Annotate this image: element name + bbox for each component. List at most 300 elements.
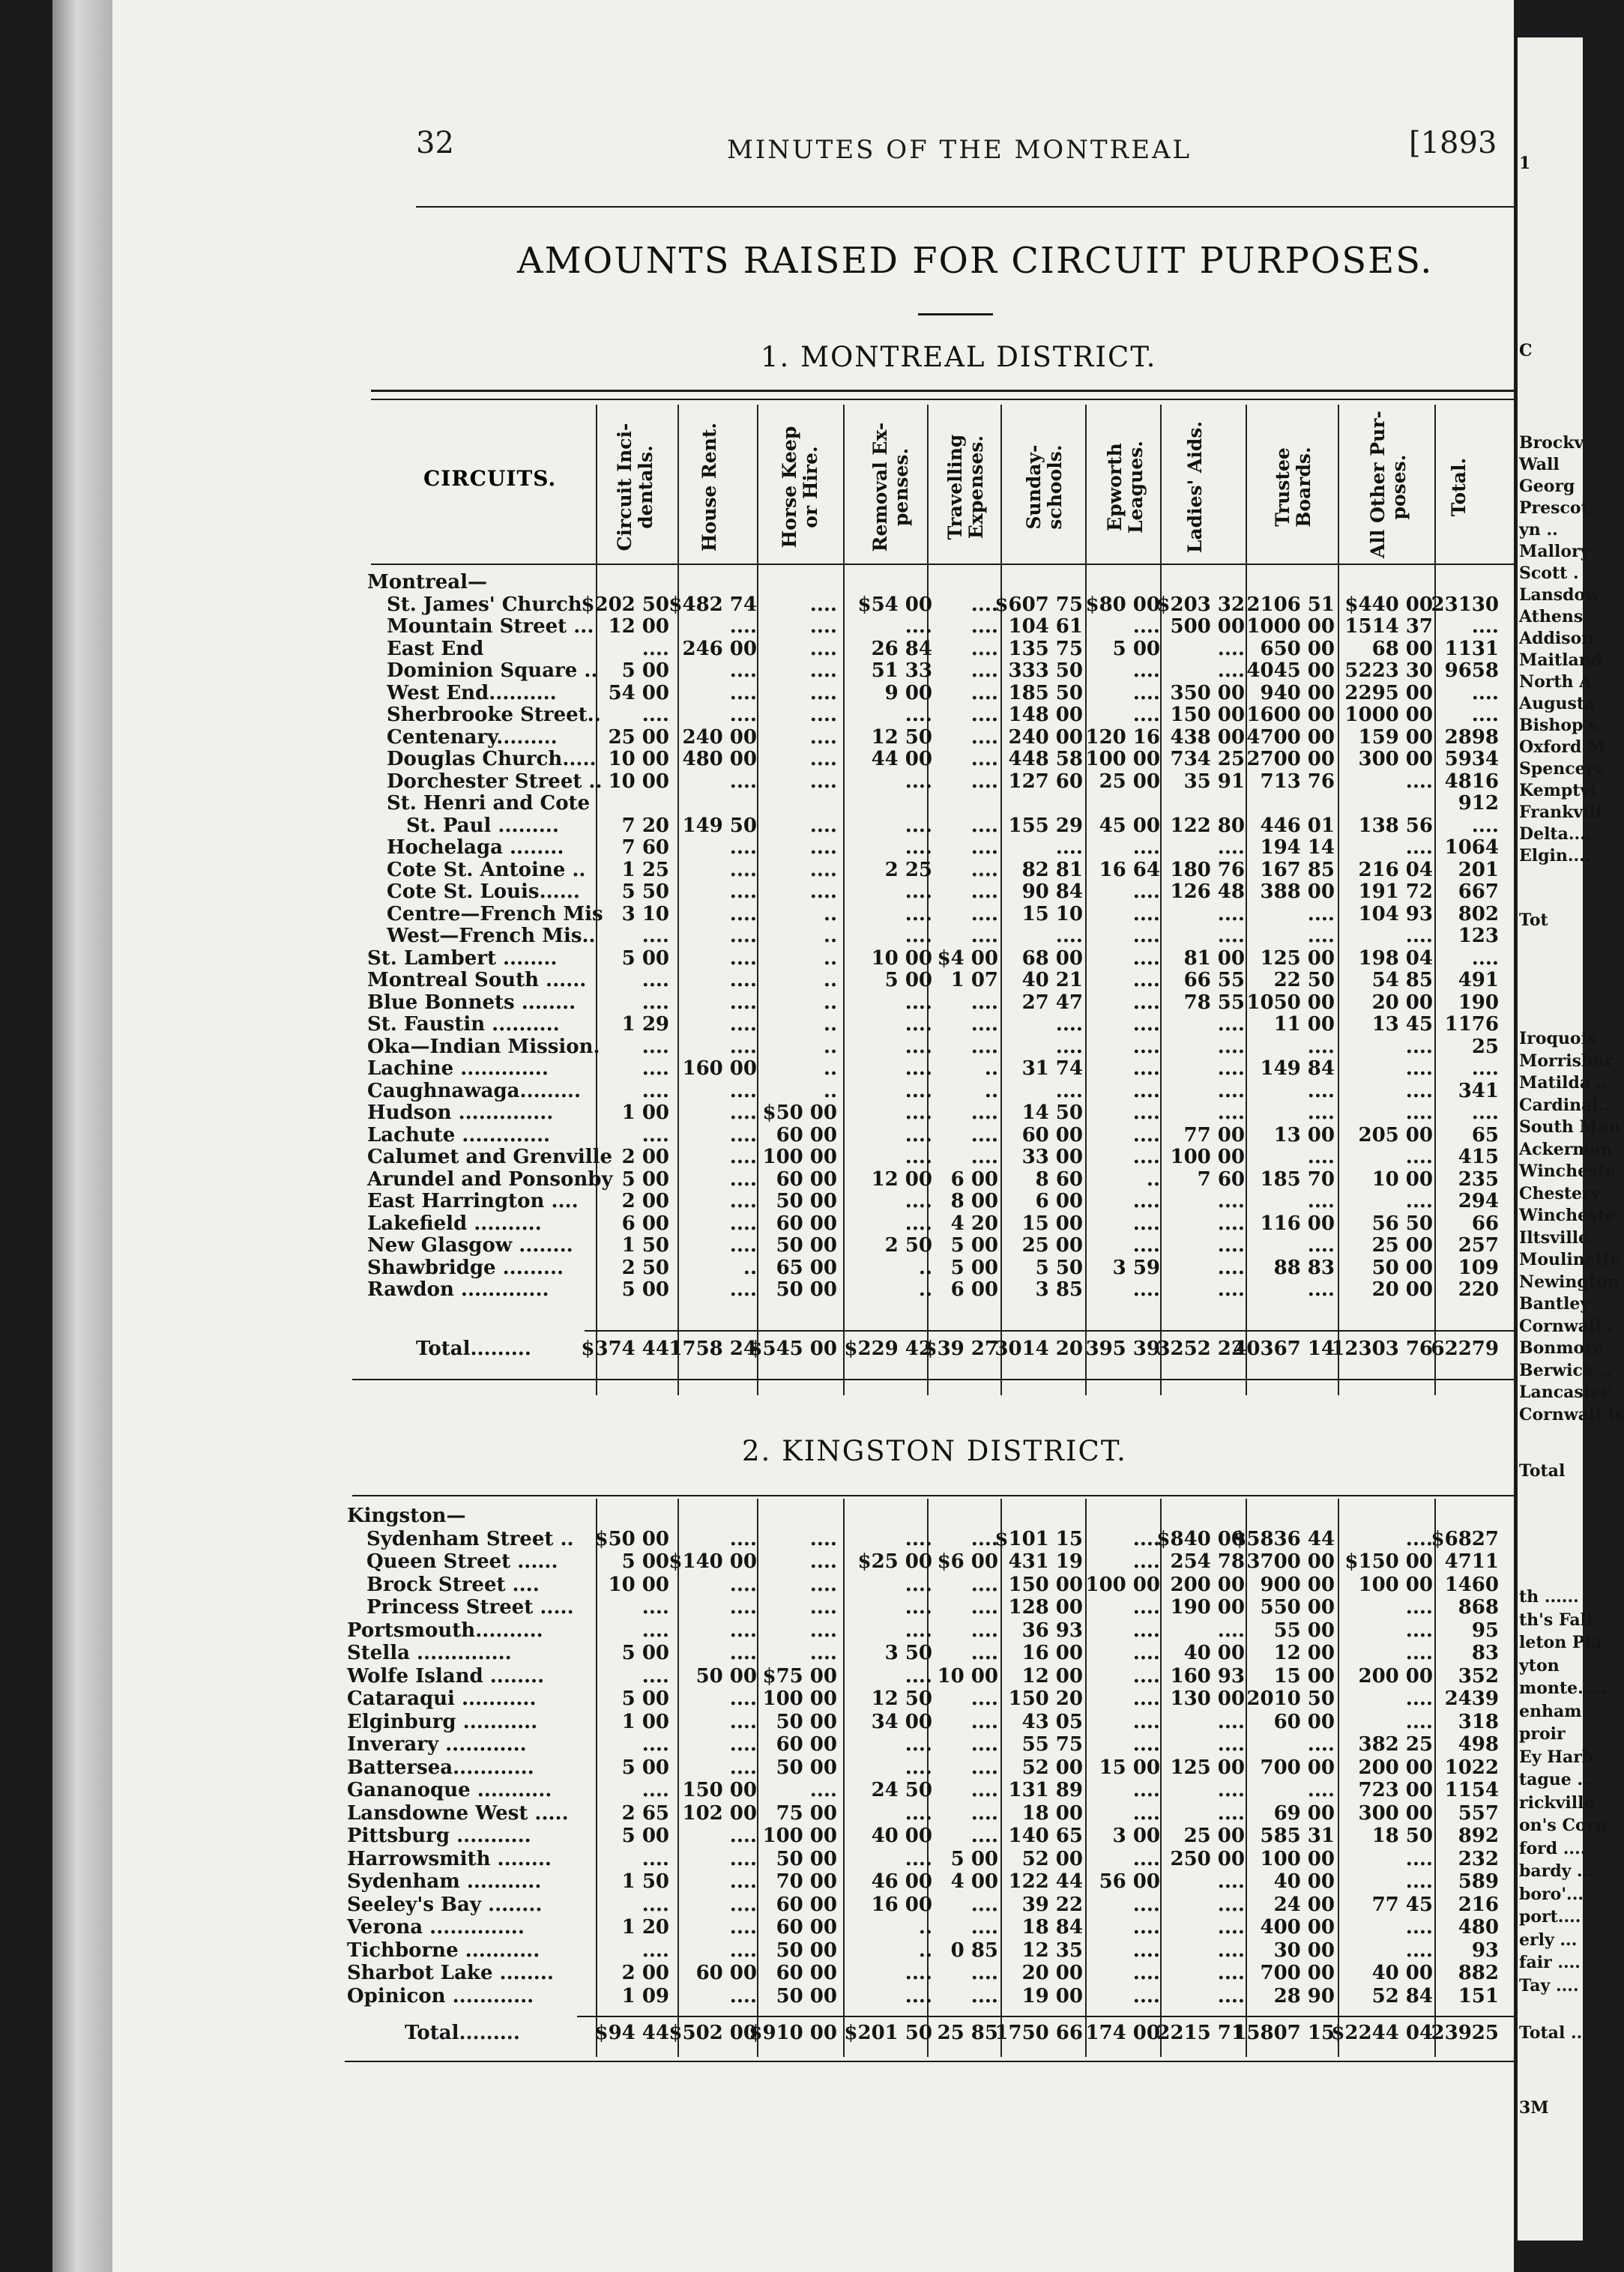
table-cell: .... (971, 1123, 998, 1146)
table-cell: .... (729, 1278, 757, 1301)
adjacent-page-fragment: North A (1519, 672, 1593, 692)
adjacent-page-fragment: th's Fall (1519, 1610, 1593, 1630)
circuit-name: Pittsburg ........... (347, 1825, 531, 1847)
table-cell: .... (642, 704, 669, 726)
table-cell: .... (1132, 1057, 1160, 1080)
table-cell: 14 50 (1021, 1102, 1083, 1124)
table-cell: .... (905, 1801, 932, 1825)
table-cell: 318 (1458, 1710, 1499, 1733)
adjacent-page-fragment: ford .... (1519, 1838, 1587, 1858)
circuit-name: Princess Street ..... (366, 1596, 574, 1619)
table-cell: 18 50 (1371, 1825, 1433, 1847)
table-cell: .... (905, 1013, 932, 1036)
table-cell: 100 00 (1085, 1573, 1160, 1596)
table-cell: .... (729, 1527, 757, 1550)
column-header-line: Trustee (1271, 447, 1294, 527)
circuit-name: Caughnawaga......... (367, 1079, 581, 1102)
circuit-name: Harrowsmith ........ (347, 1847, 552, 1870)
circuit-name: St. Faustin .......... (367, 1013, 560, 1036)
adjacent-page-fragment: leton Pla (1519, 1633, 1602, 1652)
table-cell: 802 (1458, 902, 1499, 925)
table-cell: .... (971, 814, 998, 837)
table-cell: .... (1132, 1079, 1160, 1102)
circuit-name: Sharbot Lake ........ (347, 1962, 554, 1984)
table-cell: 68 00 (1371, 637, 1433, 660)
table-cell: .... (1217, 1939, 1245, 1962)
table-cell: 585 31 (1260, 1825, 1335, 1847)
table-cell: 10 00 (937, 1664, 998, 1688)
table-row (0, 836, 1499, 859)
table-cell: .... (1217, 659, 1245, 682)
table-cell: 40 00 (871, 1825, 932, 1847)
table-cell: .... (971, 1825, 998, 1847)
table-cell: 1 00 (621, 1710, 669, 1733)
adjacent-page-fragment: Kemptvi (1519, 781, 1596, 800)
table-row (0, 593, 1499, 616)
table-cell: .... (1217, 1102, 1245, 1124)
table-cell: 180 76 (1170, 858, 1245, 881)
table-cell: .... (1132, 1984, 1160, 2007)
table-cell: .... (905, 1035, 932, 1058)
table-cell: .... (729, 659, 757, 682)
table-cell: 68 00 (1021, 946, 1083, 970)
table-cell: 128 00 (1008, 1596, 1083, 1619)
circuit-name: New Glasgow ........ (367, 1234, 573, 1257)
adjacent-page-fragment: Wall (1519, 455, 1560, 474)
table-cell: .... (1307, 925, 1335, 947)
table-cell: .... (729, 1167, 757, 1191)
table-cell: 100 00 (1085, 748, 1160, 770)
circuit-name: Wolfe Island ........ (347, 1664, 545, 1688)
table-cell: $80 00 (1085, 593, 1160, 616)
table-cell: .... (1132, 1962, 1160, 1984)
circuit-name: Arundel and Ponsonby (367, 1167, 613, 1191)
table-cell: .... (729, 615, 757, 638)
table-cell: .... (1405, 1079, 1433, 1102)
total-row (0, 2022, 1499, 2044)
table-cell: .... (1132, 1619, 1160, 1642)
table-row (0, 1802, 1499, 1825)
table-cell: .... (809, 770, 837, 793)
table-cell: .... (729, 1079, 757, 1102)
table-cell: 50 00 (776, 1710, 837, 1733)
table-cell: .... (1055, 836, 1083, 859)
table-cell: 1514 37 (1344, 615, 1433, 638)
table-cell: 5 00 (950, 1234, 998, 1257)
table-cell: .... (905, 1619, 932, 1642)
table-cell: .... (905, 1664, 932, 1688)
table-cell: .... (1217, 1079, 1245, 1102)
table-cell: .... (1217, 1035, 1245, 1058)
table-cell: .... (971, 1688, 998, 1710)
table-cell: $6827 (1431, 1527, 1499, 1550)
table-cell: .... (971, 659, 998, 682)
table-cell: .... (1405, 1688, 1433, 1710)
table-cell: $5836 44 (1233, 1527, 1335, 1550)
table-cell: .... (809, 1596, 837, 1619)
adjacent-page-fragment: Cornwall Is (1519, 1404, 1624, 1424)
table-cell: .... (1132, 1688, 1160, 1710)
table-cell: 2898 (1444, 725, 1499, 749)
table-row (0, 638, 1499, 660)
table-cell: 5 00 (621, 1825, 669, 1847)
adjacent-page-fragment: Augusta (1519, 694, 1596, 713)
table-cell: 1 50 (621, 1870, 669, 1893)
table-cell: .... (1217, 1710, 1245, 1733)
table-cell: 191 72 (1358, 880, 1433, 903)
table-row (0, 571, 1499, 593)
table-cell: .... (971, 925, 998, 947)
table-cell: 50 00 (776, 1278, 837, 1301)
table-cell: 498 (1458, 1733, 1499, 1756)
column-header-line: Sunday- (1023, 444, 1045, 530)
table-cell: 167 85 (1260, 858, 1335, 881)
table-cell: .... (905, 1733, 932, 1756)
table-cell: .... (905, 925, 932, 947)
adjacent-page-fragment: th ...... (1519, 1587, 1579, 1607)
table-cell: .. (918, 1916, 932, 1939)
table-cell: .... (809, 1619, 837, 1642)
adjacent-page-fragment: Cornwall . (1519, 1316, 1613, 1336)
table-cell: 54 85 (1371, 969, 1433, 991)
table-cell: 3 85 (1035, 1278, 1083, 1301)
table-cell: 60 00 (1021, 1123, 1083, 1146)
table-cell: 104 93 (1358, 902, 1433, 925)
column-header-line: penses. (890, 447, 912, 527)
total-cell: $2244 04 (1331, 2022, 1433, 2044)
table-cell: .... (1217, 902, 1245, 925)
table-cell: .... (1132, 1146, 1160, 1168)
district-title: 2. KINGSTON DISTRICT. (742, 1435, 1127, 1467)
table-row (0, 815, 1499, 837)
table-cell: .... (905, 1146, 932, 1168)
table-cell: .... (971, 1893, 998, 1916)
adjacent-page-fragment: port.... (1519, 1907, 1581, 1927)
table-cell: .... (809, 836, 837, 859)
table-cell: 151 (1458, 1984, 1499, 2007)
table-cell: 51 33 (871, 659, 932, 682)
table-cell: 50 00 (776, 1190, 837, 1212)
table-cell: 93 (1471, 1939, 1499, 1962)
table-cell: 50 00 (776, 1984, 837, 2007)
table-row (0, 1168, 1499, 1191)
table-cell: 20 00 (1371, 991, 1433, 1014)
table-cell: 15 00 (1273, 1664, 1335, 1688)
table-cell: 25 00 (1371, 1234, 1433, 1257)
table-cell: $54 00 (857, 593, 932, 616)
adjacent-page-fragment: Georg (1519, 477, 1575, 496)
table-cell: .... (1217, 1733, 1245, 1756)
table-cell: .... (971, 836, 998, 859)
table-cell: 78 55 (1183, 991, 1245, 1014)
table-row (0, 1057, 1499, 1080)
table-cell: .... (1405, 1190, 1433, 1212)
table-cell: 7 60 (621, 836, 669, 859)
table-cell: 333 50 (1008, 659, 1083, 682)
table-cell: 88 83 (1273, 1256, 1335, 1279)
table-cell: 5 00 (621, 1688, 669, 1710)
table-cell: 127 60 (1008, 770, 1083, 793)
table-cell: .... (729, 1688, 757, 1710)
table-cell: .... (1132, 1664, 1160, 1688)
total-cell: 395 39 (1085, 1338, 1160, 1360)
table-row (0, 1505, 1499, 1527)
table-cell: .... (642, 1893, 669, 1916)
table-cell: 45 00 (1099, 814, 1160, 837)
circuit-name: Verona .............. (347, 1916, 525, 1939)
table-cell: .... (971, 593, 998, 616)
table-cell: 116 00 (1260, 1212, 1335, 1235)
table-cell: .... (1307, 1146, 1335, 1168)
table-cell: 65 (1471, 1123, 1499, 1146)
circuit-name: Montreal South ...... (367, 969, 587, 991)
table-cell: 52 00 (1021, 1847, 1083, 1870)
table-cell: 40 00 (1371, 1962, 1433, 1984)
column-header-line: poses. (1387, 454, 1410, 520)
table-cell: .... (1132, 1102, 1160, 1124)
table-cell: .... (1217, 1190, 1245, 1212)
table-cell: 200 00 (1358, 1664, 1433, 1688)
table-cell: 40 00 (1273, 1870, 1335, 1893)
district-title: 1. MONTREAL DISTRICT. (761, 341, 1157, 373)
table-cell: .... (809, 858, 837, 881)
table-cell: 4816 (1444, 770, 1499, 793)
table-cell: .... (729, 902, 757, 925)
table-cell: 159 00 (1358, 725, 1433, 749)
table-cell: .... (642, 1619, 669, 1642)
table-cell: 900 00 (1260, 1573, 1335, 1596)
circuit-name: Lakefield .......... (367, 1212, 542, 1235)
table-cell: 123 (1458, 925, 1499, 947)
circuit-name: Brock Street .... (366, 1573, 540, 1596)
table-cell: 700 00 (1260, 1962, 1335, 1984)
table-cell: 82 81 (1021, 858, 1083, 881)
table-cell: 1460 (1444, 1573, 1499, 1596)
circuit-name: Portsmouth.......... (347, 1619, 543, 1642)
table-cell: .... (729, 1847, 757, 1870)
table-cell: 50 00 (776, 1939, 837, 1962)
circuit-name: Douglas Church..... (387, 748, 597, 770)
circuit-name: Mountain Street ... (387, 615, 594, 638)
table-cell: .... (1055, 1035, 1083, 1058)
table-cell: 415 (1458, 1146, 1499, 1168)
table-cell: 3 00 (1112, 1825, 1160, 1847)
table-cell: .... (1217, 1278, 1245, 1301)
table-cell: 1154 (1444, 1779, 1499, 1801)
table-cell: $50 00 (594, 1527, 669, 1550)
table-cell: .... (905, 1123, 932, 1146)
table-cell: .... (905, 615, 932, 638)
table-cell: .... (971, 1573, 998, 1596)
table-cell: .... (809, 880, 837, 903)
table-cell: 240 00 (682, 725, 757, 749)
circuit-name: St. Lambert ........ (367, 946, 558, 970)
adjacent-page-fragment: yton (1519, 1655, 1560, 1676)
table-cell: 232 (1458, 1847, 1499, 1870)
circuit-name: Stella .............. (347, 1642, 512, 1664)
table-cell: .... (1217, 925, 1245, 947)
adjacent-page-fragment: on's Corn (1519, 1816, 1608, 1835)
table-cell: .... (1405, 1146, 1433, 1168)
table-cell: 200 00 (1358, 1756, 1433, 1779)
table-cell: 882 (1458, 1962, 1499, 1984)
adjacent-page-fragment: tague ... (1519, 1770, 1595, 1789)
total-cell: 15807 15 (1233, 2022, 1335, 2044)
table-cell: 216 (1458, 1893, 1499, 1916)
table-cell: .... (1132, 1123, 1160, 1146)
table-cell: 16 00 (1021, 1642, 1083, 1664)
table-cell: .... (729, 1893, 757, 1916)
column-header (1449, 416, 1470, 558)
table-cell: 4711 (1444, 1550, 1499, 1573)
table-cell: $75 00 (762, 1664, 837, 1688)
table-cell: 650 00 (1260, 637, 1335, 660)
table-cell: .... (1471, 615, 1499, 638)
table-cell: .... (1307, 1190, 1335, 1212)
table-cell: 240 00 (1008, 725, 1083, 749)
table-cell: .... (1217, 1962, 1245, 1984)
table-cell: 10 00 (1371, 1167, 1433, 1191)
table-cell: 148 00 (1008, 704, 1083, 726)
table-cell: 12 00 (608, 615, 669, 638)
circuit-name: Centre—French Mis (387, 902, 603, 925)
table-cell: $202 50 (581, 593, 669, 616)
table-cell: 50 00 (776, 1234, 837, 1257)
table-cell: .... (642, 1779, 669, 1801)
table-cell: 235 (1458, 1167, 1499, 1191)
table-cell: .. (1146, 1167, 1160, 1191)
table-cell: $482 74 (668, 593, 757, 616)
table-cell: $101 15 (994, 1527, 1083, 1550)
table-cell: 300 00 (1358, 1801, 1433, 1825)
table-cell: 56 00 (1099, 1870, 1160, 1893)
table-cell: 20 00 (1021, 1962, 1083, 1984)
table-cell: 190 (1458, 991, 1499, 1014)
column-header-line: Travelling (944, 434, 966, 540)
table-cell: 50 00 (1371, 1256, 1433, 1279)
table-cell: .... (971, 1527, 998, 1550)
circuit-name: Lachine ............. (367, 1057, 549, 1080)
column-header-line: Boards. (1292, 447, 1314, 528)
table-cell: .... (971, 1013, 998, 1036)
table-row (0, 1212, 1499, 1235)
table-cell: 1022 (1444, 1756, 1499, 1779)
circuits-header: CIRCUITS. (423, 466, 557, 491)
table-cell: 83 (1471, 1642, 1499, 1664)
table-row (0, 1619, 1499, 1642)
table-cell: .... (1217, 1013, 1245, 1036)
table-row (0, 1080, 1499, 1102)
table-row (0, 1665, 1499, 1688)
table-cell: .... (1132, 659, 1160, 682)
table-cell: 9 00 (884, 681, 932, 704)
table-cell: 10 00 (608, 770, 669, 793)
table-cell: .... (971, 1984, 998, 2007)
column-header (699, 416, 720, 558)
adjacent-page-fragment: Maitland (1519, 650, 1603, 670)
total-cell: $545 00 (749, 1338, 837, 1360)
table-cell: .... (729, 1035, 757, 1058)
table-cell: 100 00 (1260, 1847, 1335, 1870)
table-cell: 60 00 (776, 1916, 837, 1939)
table-cell: 23130 (1431, 593, 1499, 616)
table-cell: .... (905, 1573, 932, 1596)
table-cell: 6 00 (621, 1212, 669, 1235)
table-cell: 400 00 (1260, 1916, 1335, 1939)
circuit-name: Sherbrooke Street.. (387, 704, 601, 726)
table-cell: .... (1217, 1057, 1245, 1080)
table-cell: 66 55 (1183, 969, 1245, 991)
table-cell: 300 00 (1358, 748, 1433, 770)
total-cell: 1750 66 (994, 2022, 1083, 2044)
table-cell: .... (1217, 637, 1245, 660)
table-cell: 50 00 (776, 1847, 837, 1870)
table-cell: .... (905, 1527, 932, 1550)
table-cell: 1050 00 (1246, 991, 1335, 1014)
circuit-name: Montreal— (367, 571, 487, 593)
table-cell: .... (905, 814, 932, 837)
table-cell: .... (1307, 1102, 1335, 1124)
table-cell: 104 61 (1008, 615, 1083, 638)
table-cell: .... (729, 1756, 757, 1779)
table-cell: 60 00 (776, 1733, 837, 1756)
table-cell: .... (905, 1212, 932, 1235)
table-cell: $6 00 (937, 1550, 998, 1573)
table-row (0, 947, 1499, 970)
table-cell: .. (823, 1035, 837, 1058)
table-cell: .... (971, 1756, 998, 1779)
circuit-name: Sydenham ........... (347, 1870, 542, 1893)
table-cell: .... (1307, 1234, 1335, 1257)
table-cell: .... (1217, 1870, 1245, 1893)
table-cell: 130 00 (1170, 1688, 1245, 1710)
table-cell: 350 00 (1170, 681, 1245, 704)
adjacent-page-fragment: C (1519, 341, 1533, 360)
column-header-line: schools. (1044, 444, 1066, 530)
table-cell: .... (905, 991, 932, 1014)
table-cell: .... (809, 725, 837, 749)
table-cell: 20 00 (1371, 1278, 1433, 1301)
column-header (870, 416, 912, 558)
table-cell: 3 50 (884, 1642, 932, 1664)
adjacent-page-total: Total .. (1519, 2023, 1583, 2043)
table-cell: .... (809, 1642, 837, 1664)
table-cell: .. (918, 1939, 932, 1962)
column-header-line: Epworth (1104, 443, 1126, 531)
table-cell: 60 00 (776, 1123, 837, 1146)
table-cell: .... (971, 1035, 998, 1058)
table-cell: 4700 00 (1246, 725, 1335, 749)
table-cell: 713 76 (1260, 770, 1335, 793)
table-cell: .... (1405, 925, 1433, 947)
table-cell: .... (729, 925, 757, 947)
column-header (1273, 416, 1314, 558)
table-cell: 246 00 (682, 637, 757, 660)
adjacent-page-total: Total (1519, 1461, 1566, 1481)
table-cell: .... (971, 1146, 998, 1168)
table-cell: .... (642, 1123, 669, 1146)
table-cell: 12 00 (1021, 1664, 1083, 1688)
table-cell: 5934 (1444, 748, 1499, 770)
adjacent-page-fragment: Matilda .. (1519, 1073, 1608, 1093)
table-row (0, 748, 1499, 770)
circuit-name: Hudson .............. (367, 1102, 554, 1124)
table-cell: 25 00 (608, 725, 669, 749)
table-cell: 185 50 (1008, 681, 1083, 704)
table-cell: 138 56 (1358, 814, 1433, 837)
table-cell: 60 00 (776, 1962, 837, 1984)
table-cell: .... (729, 969, 757, 991)
